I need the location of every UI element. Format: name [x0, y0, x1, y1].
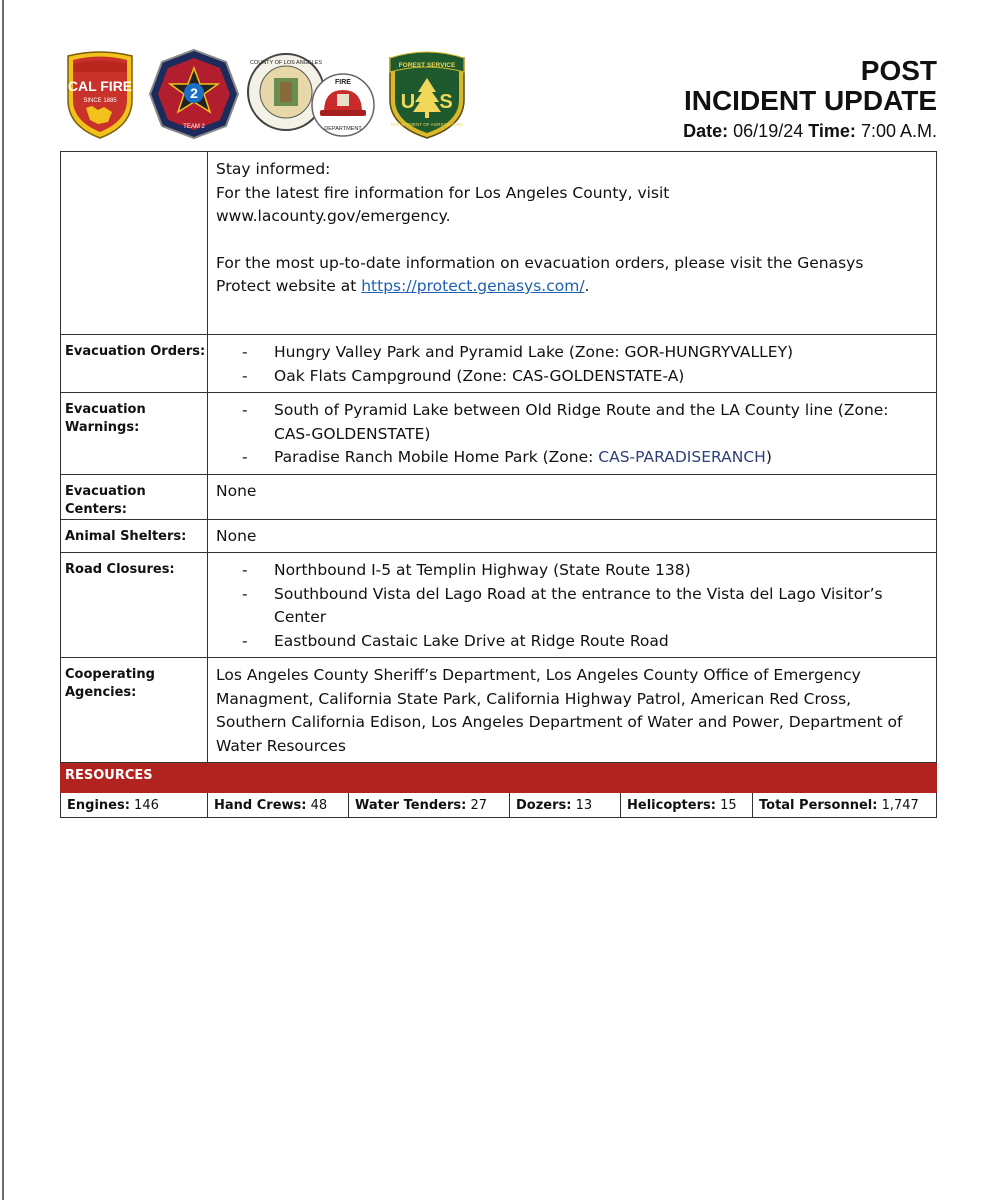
road-closures-row	[61, 553, 937, 658]
calfire-name: CAL FIRE	[67, 78, 133, 94]
page-left-border	[2, 0, 4, 1200]
road-closures-label: Road Closures:	[61, 553, 208, 658]
la-county-text: COUNTY OF LOS ANGELES	[249, 60, 323, 66]
resource-label: Hand Crews:	[214, 798, 307, 813]
evac-warnings-label-2: Warnings:	[65, 420, 140, 435]
resource-value: 146	[134, 798, 159, 813]
info-line-3: For the most up-to-date information on evacuation orders, please visit the Genasys	[216, 253, 864, 272]
team-name: TEAM 2	[183, 124, 205, 130]
usda-text: DEPARTMENT OF AGRICULTURE	[390, 122, 464, 127]
forest-service-text: FOREST SERVICE	[398, 62, 456, 69]
evacuation-orders-label: Evacuation Orders:	[61, 335, 208, 393]
resource-value: 13	[575, 798, 593, 813]
coop-label-1: Cooperating	[65, 667, 155, 682]
evac-warning-1b: CAS-GOLDENSTATE)	[274, 424, 431, 443]
info-row	[61, 152, 937, 335]
evacuation-warnings-label	[61, 393, 208, 475]
road-closures-value	[208, 553, 937, 658]
info-heading: Stay informed:	[216, 160, 331, 178]
incident-table	[60, 151, 937, 818]
update-header	[683, 56, 937, 142]
road-closure-text: Southbound Vista del Lago Road at the entrance to the Vista del Lago Visitor’s	[274, 584, 883, 603]
road-closure-item: - Southbound Vista del Lago Road at the entrance to the Vista del Lago Visitor’s Center	[242, 584, 883, 626]
resources-row	[61, 793, 937, 818]
animal-shelters-label: Animal Shelters:	[61, 519, 208, 553]
info-line-1: For the latest fire information for Los Angeles County, visit	[216, 183, 670, 202]
evacuation-warnings-value	[208, 393, 937, 475]
coop-line-2: Managment, California State Park, California Highway Patrol, American Red Cross,	[216, 689, 852, 708]
coop-line-4: Water Resources	[216, 736, 346, 755]
info-row-value	[208, 152, 937, 335]
resource-label: Water Tenders:	[355, 798, 467, 813]
evac-warnings-label-1: Evacuation	[65, 402, 146, 417]
evacuation-warnings-row	[61, 393, 937, 475]
resources-grid	[61, 793, 936, 817]
evacuation-centers-row	[61, 474, 937, 519]
info-row-label	[61, 152, 208, 335]
fire-department-logo	[310, 72, 376, 138]
road-closure-item: - Eastbound Castaic Lake Drive at Ridge Route Road	[242, 631, 669, 650]
resource-label: Dozers:	[516, 798, 572, 813]
info-line-2: www.lacounty.gov/emergency.	[216, 207, 451, 225]
fire-dept-bottom: DEPARTMENT	[324, 126, 362, 132]
info-line-4-prefix: Protect website at	[216, 277, 362, 295]
resource-value: 27	[470, 798, 487, 813]
calfire-since: SINCE 1885	[83, 98, 117, 104]
evac-order-text: Oak Flats Campground (Zone: CAS-GOLDENSTATE-A)	[274, 366, 685, 385]
svg-text:2: 2	[190, 85, 198, 101]
cooperating-agencies-label	[61, 658, 208, 763]
cooperating-agencies-value	[208, 658, 937, 763]
resource-value: 48	[310, 798, 328, 813]
resource-helicopters	[621, 793, 753, 817]
evac-warning-2-suffix: )	[765, 448, 772, 466]
evac-order-item: - Oak Flats Campground (Zone: CAS-GOLDENSTATE-A)	[242, 366, 685, 385]
evac-warning-2-prefix: Paradise Ranch Mobile Home Park (Zone:	[274, 448, 599, 466]
evac-warning-item: - Paradise Ranch Mobile Home Park (Zone: CAS-PARADISERANCH)	[242, 448, 772, 466]
resource-total-personnel	[753, 793, 936, 817]
fire-dept-top: FIRE	[335, 79, 351, 86]
resource-label: Engines:	[67, 798, 130, 813]
title-line-2: INCIDENT UPDATE	[683, 85, 937, 116]
us-forest-service-logo	[386, 50, 468, 140]
evacuation-centers-value: None	[208, 474, 937, 519]
evac-warning-2-zone: CAS-PARADISERANCH	[598, 448, 766, 466]
evacuation-orders-value	[208, 335, 937, 393]
road-closure-text: Center	[274, 608, 327, 626]
date-label: Date:	[683, 121, 729, 141]
evac-warning-1a: South of Pyramid Lake between Old Ridge Route and the LA County line (Zone:	[274, 401, 889, 419]
title-line-1: POST	[860, 55, 937, 86]
evac-order-text: Hungry Valley Park and Pyramid Lake (Zone: GOR-HUNGRYVALLEY)	[274, 343, 794, 361]
resources-heading: RESOURCES	[61, 763, 937, 793]
evacuation-orders-row	[61, 335, 937, 393]
resource-value: 1,747	[881, 798, 919, 813]
info-line-4	[216, 275, 928, 299]
resource-label: Helicopters:	[627, 798, 716, 813]
svg-text:S: S	[439, 91, 453, 113]
resource-value: 15	[720, 798, 737, 813]
resource-engines	[61, 793, 208, 817]
resource-label: Total Personnel:	[759, 798, 878, 813]
evacuation-centers-label: Evacuation Centers:	[61, 474, 208, 519]
coop-label-2: Agencies:	[65, 685, 137, 700]
time-label: Time:	[808, 121, 856, 141]
resource-hand-crews	[208, 793, 349, 817]
resource-dozers	[510, 793, 621, 817]
cooperating-agencies-row	[61, 658, 937, 763]
resource-water-tenders	[349, 793, 510, 817]
svg-text:U: U	[400, 91, 416, 113]
animal-shelters-value: None	[208, 519, 937, 553]
genasys-link[interactable]: https://protect.genasys.com/	[361, 277, 585, 295]
evac-warning-item: - South of Pyramid Lake between Old Ridge Route and the LA County line (Zone: CAS-GOLDENSTATE)	[242, 401, 889, 443]
road-closure-text: Northbound I-5 at Templin Highway (State Route 138)	[274, 561, 691, 579]
date-value: 06/19/24	[733, 121, 804, 141]
info-line-4-suffix: .	[584, 277, 590, 295]
road-closure-item: - Northbound I-5 at Templin Highway (State Route 138)	[242, 561, 691, 579]
coop-line-1: Los Angeles County Sheriff’s Department, Los Angeles County Office of Emergency	[216, 666, 861, 684]
resources-header-row	[61, 763, 937, 793]
evac-order-item: - Hungry Valley Park and Pyramid Lake (Zone: GOR-HUNGRYVALLEY)	[242, 343, 794, 361]
calfire-logo	[64, 50, 136, 140]
date-time-line	[683, 120, 937, 142]
team2-badge-logo	[148, 48, 240, 140]
time-value: 7:00 A.M.	[860, 121, 937, 141]
coop-line-3: Southern California Edison, Los Angeles Department of Water and Power, Department of	[216, 713, 903, 731]
road-closure-text: Eastbound Castaic Lake Drive at Ridge Route Road	[274, 631, 669, 650]
animal-shelters-row	[61, 519, 937, 553]
